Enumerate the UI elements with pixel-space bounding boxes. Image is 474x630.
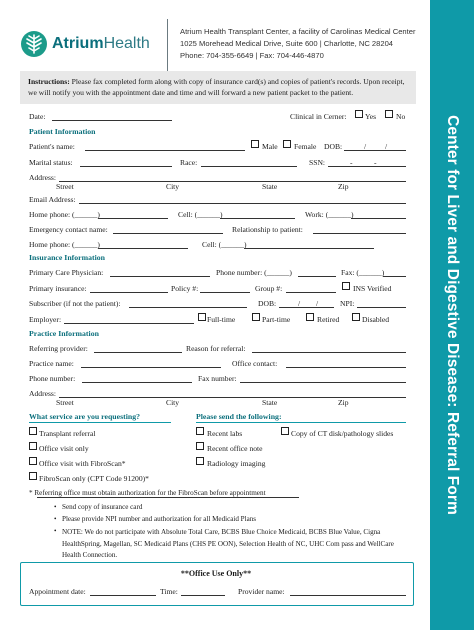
- state-label: State: [262, 182, 278, 191]
- marital-label: Marital status:: [29, 158, 73, 167]
- patient-address-label: Address:: [29, 173, 56, 182]
- disabled-label: Disabled: [362, 315, 389, 324]
- send-option-4: Copy of CT disk/pathology slides: [291, 429, 394, 438]
- time-label: Time:: [160, 587, 178, 596]
- radiology-imaging-checkbox[interactable]: [196, 457, 204, 465]
- relationship-field[interactable]: [313, 233, 406, 234]
- female-label: Female: [294, 142, 317, 151]
- address-line-3: Phone: 704-355-6649 | Fax: 704-446-4870: [180, 51, 324, 60]
- note-bullet-2: •: [54, 515, 57, 523]
- subscriber-dob-field[interactable]: [279, 307, 334, 308]
- send-option-1: Recent labs: [207, 429, 243, 438]
- full-time-label: Full-time: [207, 315, 236, 324]
- address-line-1: Atrium Health Transplant Center, a facility of Carolinas Medical Center: [180, 27, 416, 36]
- practice-street-label: Street: [56, 398, 74, 407]
- practice-fax-field[interactable]: [240, 382, 406, 383]
- provider-name-label: Provider name:: [238, 587, 285, 596]
- office-contact-label: Office contact:: [232, 359, 278, 368]
- ssn-label: SSN:: [309, 158, 326, 167]
- service-option-2: Office visit only: [39, 444, 89, 453]
- sub-dob-sep-2: /: [316, 299, 319, 308]
- patient-name-field[interactable]: [85, 150, 245, 151]
- employer-field[interactable]: [64, 323, 194, 324]
- clinical-no-label: No: [396, 112, 406, 121]
- pcp-field[interactable]: [110, 276, 210, 277]
- email-field[interactable]: [79, 203, 406, 204]
- primary-insurance-field[interactable]: [90, 292, 168, 293]
- time-field[interactable]: [181, 595, 225, 596]
- disabled-checkbox[interactable]: [352, 313, 360, 321]
- male-checkbox[interactable]: [251, 140, 259, 148]
- patient-info-heading: Patient Information: [29, 127, 96, 136]
- marital-field[interactable]: [80, 166, 172, 167]
- ec-home-phone-field[interactable]: [98, 248, 188, 249]
- zip-label: Zip: [338, 182, 349, 191]
- pcp-fax-label: Fax: (______): [341, 268, 385, 277]
- full-time-checkbox[interactable]: [198, 313, 206, 321]
- retired-label: Retired: [317, 315, 340, 324]
- policy-field[interactable]: [200, 292, 250, 293]
- office-visit-fibroscan-checkbox[interactable]: [29, 457, 37, 465]
- practice-state-label: State: [262, 398, 278, 407]
- dob-sep-2: /: [385, 142, 388, 151]
- logo-wordmark: AtriumHealth: [52, 35, 150, 52]
- subscriber-dob-label: DOB:: [258, 299, 277, 308]
- patient-dob-field[interactable]: [344, 150, 406, 151]
- fibroscan-only-checkbox[interactable]: [29, 472, 37, 480]
- send-heading: Please send the following:: [196, 412, 282, 421]
- note-2: Please provide NPI number and authorization for all Medicaid Plans: [62, 515, 257, 523]
- note-bullet-1: •: [54, 503, 57, 511]
- dob-sep-1: /: [364, 142, 367, 151]
- ins-verified-checkbox[interactable]: [342, 282, 350, 290]
- work-field[interactable]: [351, 218, 406, 219]
- office-contact-field[interactable]: [286, 367, 406, 368]
- part-time-checkbox[interactable]: [252, 313, 260, 321]
- office-use-title: **Office Use Only**: [180, 569, 252, 578]
- send-heading-rule: [196, 422, 406, 423]
- send-option-3: Radiology imaging: [207, 459, 266, 468]
- note-bullet-3: •: [54, 527, 57, 535]
- clinical-no-checkbox[interactable]: [385, 110, 393, 118]
- instructions-text: Please fax completed form along with copy of insurance card(s) and copies of patient's records. Upon receipt, we will notify you with the appointment date and time and will forward a new patient packet to the patient.: [28, 77, 405, 97]
- fibroscan-footnote: * Referring office must obtain authorization for the FibroScan before appointment: [29, 489, 266, 497]
- ssn-field[interactable]: [328, 166, 406, 167]
- note-3: NOTE: We do not participate with Absolute Total Care, BCBS Blue Choice Medicaid, BCBS Blue Value, Cigna HealthSpring, Magellan, SC Medicaid Plans (CHS PE OON), Selection Health of NC, UHC Com pass and WellCare Health Connection.: [62, 528, 394, 559]
- ec-home-phone-label: Home phone: (______): [29, 240, 100, 249]
- office-visit-only-checkbox[interactable]: [29, 442, 37, 450]
- female-checkbox[interactable]: [283, 140, 291, 148]
- patient-address-field[interactable]: [59, 181, 406, 182]
- subscriber-field[interactable]: [129, 307, 247, 308]
- referring-provider-field[interactable]: [94, 352, 182, 353]
- race-field[interactable]: [201, 166, 297, 167]
- insurance-heading: Insurance Information: [29, 253, 106, 262]
- cell-label: Cell: (______): [178, 210, 223, 219]
- home-phone-label: Home phone: (______): [29, 210, 100, 219]
- street-label: Street: [56, 182, 74, 191]
- practice-heading: Practice Information: [29, 329, 99, 338]
- subscriber-label: Subscriber (if not the patient):: [29, 299, 121, 308]
- recent-office-note-checkbox[interactable]: [196, 442, 204, 450]
- send-option-2: Recent office note: [207, 444, 263, 453]
- pcp-label: Primary Care Physician:: [29, 268, 104, 277]
- relationship-label: Relationship to patient:: [232, 225, 303, 234]
- appointment-date-field[interactable]: [90, 595, 156, 596]
- group-field[interactable]: [286, 292, 336, 293]
- practice-fax-label: Fax number:: [198, 374, 237, 383]
- npi-label: NPI:: [340, 299, 355, 308]
- transplant-referral-checkbox[interactable]: [29, 427, 37, 435]
- practice-name-field[interactable]: [81, 367, 221, 368]
- email-label: Email Address:: [29, 195, 76, 204]
- clinical-yes-checkbox[interactable]: [355, 110, 363, 118]
- ins-verified-label: INS Verified: [353, 284, 392, 293]
- clinical-yes-label: Yes: [365, 112, 377, 121]
- atrium-logo-icon: [20, 30, 48, 58]
- instructions-label: Instructions:: [28, 77, 70, 86]
- emergency-field[interactable]: [113, 233, 223, 234]
- ssn-sep-1: -: [350, 158, 353, 167]
- practice-phone-field[interactable]: [82, 382, 192, 383]
- sidebar-title: Center for Liver and Digestive Disease: Referral Form: [444, 115, 461, 515]
- primary-insurance-label: Primary insurance:: [29, 284, 87, 293]
- patient-name-label: Patient's name:: [29, 142, 75, 151]
- service-heading: What service are you requesting?: [29, 412, 141, 421]
- service-option-1: Transplant referral: [39, 429, 96, 438]
- emergency-label: Emergency contact name:: [29, 225, 108, 234]
- recent-labs-checkbox[interactable]: [196, 427, 204, 435]
- employer-label: Employer:: [29, 315, 62, 324]
- cell-field[interactable]: [220, 218, 295, 219]
- male-label: Male: [262, 142, 278, 151]
- header-divider: [167, 19, 168, 74]
- referring-provider-label: Referring provider:: [29, 344, 88, 353]
- pcp-phone-field[interactable]: [298, 276, 336, 277]
- ec-cell-label: Cell: (______): [202, 240, 247, 249]
- service-option-4: FibroScan only (CPT Code 91200)*: [39, 474, 149, 483]
- ssn-sep-2: -: [374, 158, 377, 167]
- clinical-label: Clinical in Cerner:: [290, 112, 347, 121]
- reason-label: Reason for referral:: [186, 344, 246, 353]
- ec-cell-field[interactable]: [244, 248, 374, 249]
- ct-disk-checkbox[interactable]: [281, 427, 289, 435]
- practice-city-label: City: [166, 398, 180, 407]
- address-line-2: 1025 Morehead Medical Drive, Suite 600 | Charlotte, NC 28204: [180, 39, 394, 48]
- appointment-date-label: Appointment date:: [29, 587, 86, 596]
- instructions-box: [20, 71, 416, 104]
- date-field[interactable]: [52, 120, 172, 121]
- footnote-underline: [37, 497, 299, 498]
- policy-label: Policy #:: [171, 284, 199, 293]
- practice-address-label: Address:: [29, 389, 56, 398]
- npi-field[interactable]: [357, 307, 406, 308]
- pcp-phone-label: Phone number: (______): [216, 268, 292, 277]
- work-label: Work: (______): [305, 210, 354, 219]
- practice-phone-label: Phone number:: [29, 374, 76, 383]
- retired-checkbox[interactable]: [306, 313, 314, 321]
- home-phone-field[interactable]: [98, 218, 168, 219]
- sub-dob-sep-1: /: [298, 299, 301, 308]
- practice-address-field[interactable]: [59, 397, 406, 398]
- part-time-label: Part-time: [262, 315, 291, 324]
- group-label: Group #:: [255, 284, 283, 293]
- note-1: Send copy of insurance card: [62, 503, 143, 511]
- date-label: Date:: [29, 112, 46, 121]
- provider-name-field[interactable]: [290, 595, 406, 596]
- patient-dob-label: DOB:: [324, 142, 343, 151]
- reason-field[interactable]: [252, 352, 406, 353]
- pcp-fax-field[interactable]: [383, 276, 406, 277]
- race-label: Race:: [180, 158, 198, 167]
- service-heading-rule: [29, 422, 171, 423]
- practice-name-label: Practice name:: [29, 359, 74, 368]
- service-option-3: Office visit with FibroScan*: [39, 459, 126, 468]
- practice-zip-label: Zip: [338, 398, 349, 407]
- city-label: City: [166, 182, 180, 191]
